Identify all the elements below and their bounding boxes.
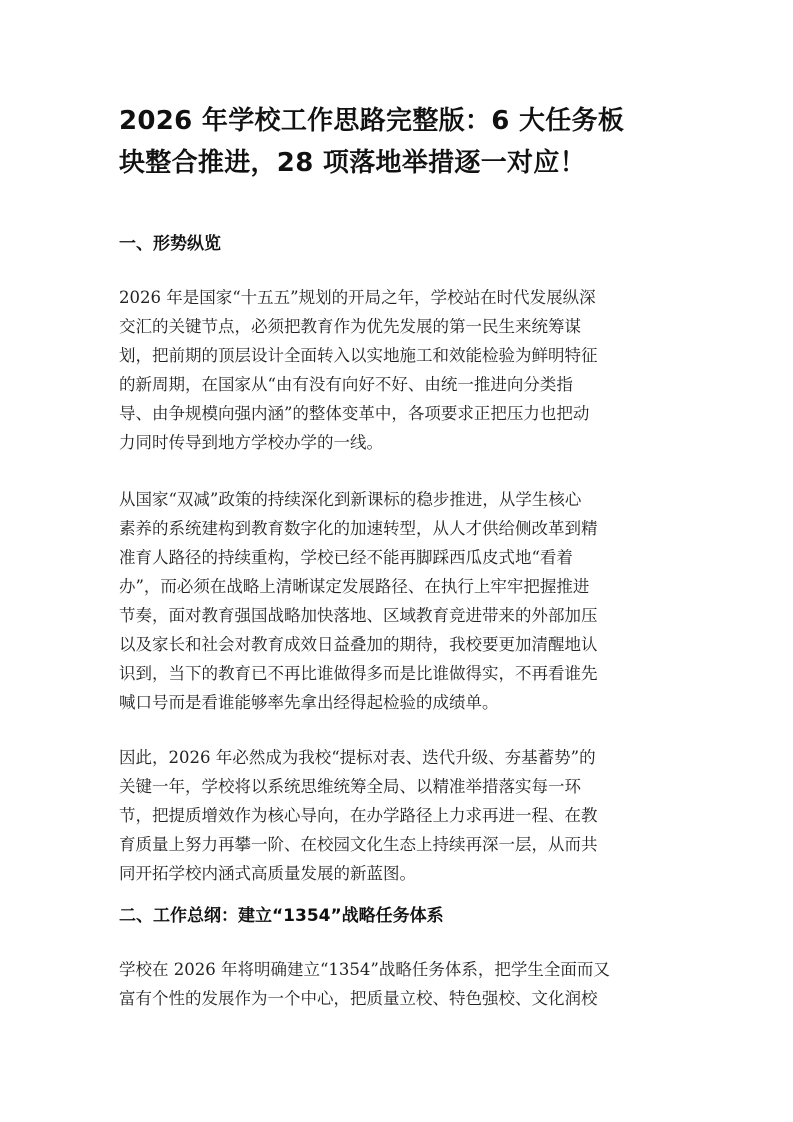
- text-line: 准育人路径的持续重构，学校已经不能再脚踩西瓜皮式地“看着: [119, 548, 573, 567]
- text-line: 节奏，面对教育强国战略加快落地、区域教育竞进带来的外部加压: [119, 606, 598, 625]
- text-line: 节，把提质增效作为核心导向，在办学路径上力求再进一程、在教: [119, 806, 598, 825]
- text-line: 办”，而必须在战略上清晰谋定发展路径、在执行上牢牢把握推进: [119, 577, 590, 596]
- text-line: 学校在 2026 年将明确建立“1354”战略任务体系，把学生全面而又: [119, 960, 610, 979]
- text-line: 同开拓学校内涵式高质量发展的新蓝图。: [119, 864, 416, 883]
- paragraph: [119, 955, 679, 1013]
- text-line: 2026 年是国家“十五五”规划的开局之年，学校站在时代发展纵深: [119, 288, 596, 307]
- title-line: 2026 年学校工作思路完整版：6 大任务板: [119, 106, 625, 136]
- title-line: 块整合推进，28 项落地举措逐一对应！: [119, 148, 586, 178]
- text-line: 的新周期，在国家从“由有没有向好不好、由统一推进向分类指: [119, 375, 573, 394]
- text-line: 划，把前期的顶层设计全面转入以实地施工和效能检验为鲜明特征: [119, 346, 598, 365]
- paragraph: [119, 485, 679, 717]
- text-line: 素养的系统建构到教育数字化的加速转型，从人才供给侧改革到精: [119, 519, 598, 538]
- paragraph: [119, 283, 679, 457]
- text-line: 富有个性的发展作为一个中心，把质量立校、特色强校、文化润校: [119, 989, 598, 1008]
- text-line: 以及家长和社会对教育成效日益叠加的期待，我校要更加清醒地认: [119, 635, 598, 654]
- text-line: 交汇的关键节点，必须把教育作为优先发展的第一民生来统筹谋: [119, 317, 581, 336]
- text-line: 育质量上努力再攀一阶、在校园文化生态上持续再深一层，从而共: [119, 835, 598, 854]
- text-line: 导、由争规模向强内涵”的整体变革中，各项要求正把压力也把动: [119, 404, 590, 423]
- document-title: [119, 100, 679, 184]
- section-heading-situation: 一、形势纵览: [119, 234, 221, 254]
- text-line: 力同时传导到地方学校办学的一线。: [119, 433, 383, 452]
- section-heading-work-outline: 二、工作总纲：建立“1354”战略任务体系: [119, 906, 444, 926]
- text-line: 从国家“双减”政策的持续深化到新课标的稳步推进，从学生核心: [119, 490, 582, 509]
- text-line: 识到，当下的教育已不再比谁做得多而是比谁做得实，不再看谁先: [119, 664, 598, 683]
- text-line: 关键一年，学校将以系统思维统筹全局、以精准举措落实每一环: [119, 777, 581, 796]
- text-line: 因此，2026 年必然成为我校“提标对表、迭代升级、夯基蓄势”的: [119, 748, 596, 767]
- text-line: 喊口号而是看谁能够率先拿出经得起检验的成绩单。: [119, 693, 499, 712]
- paragraph: [119, 743, 679, 888]
